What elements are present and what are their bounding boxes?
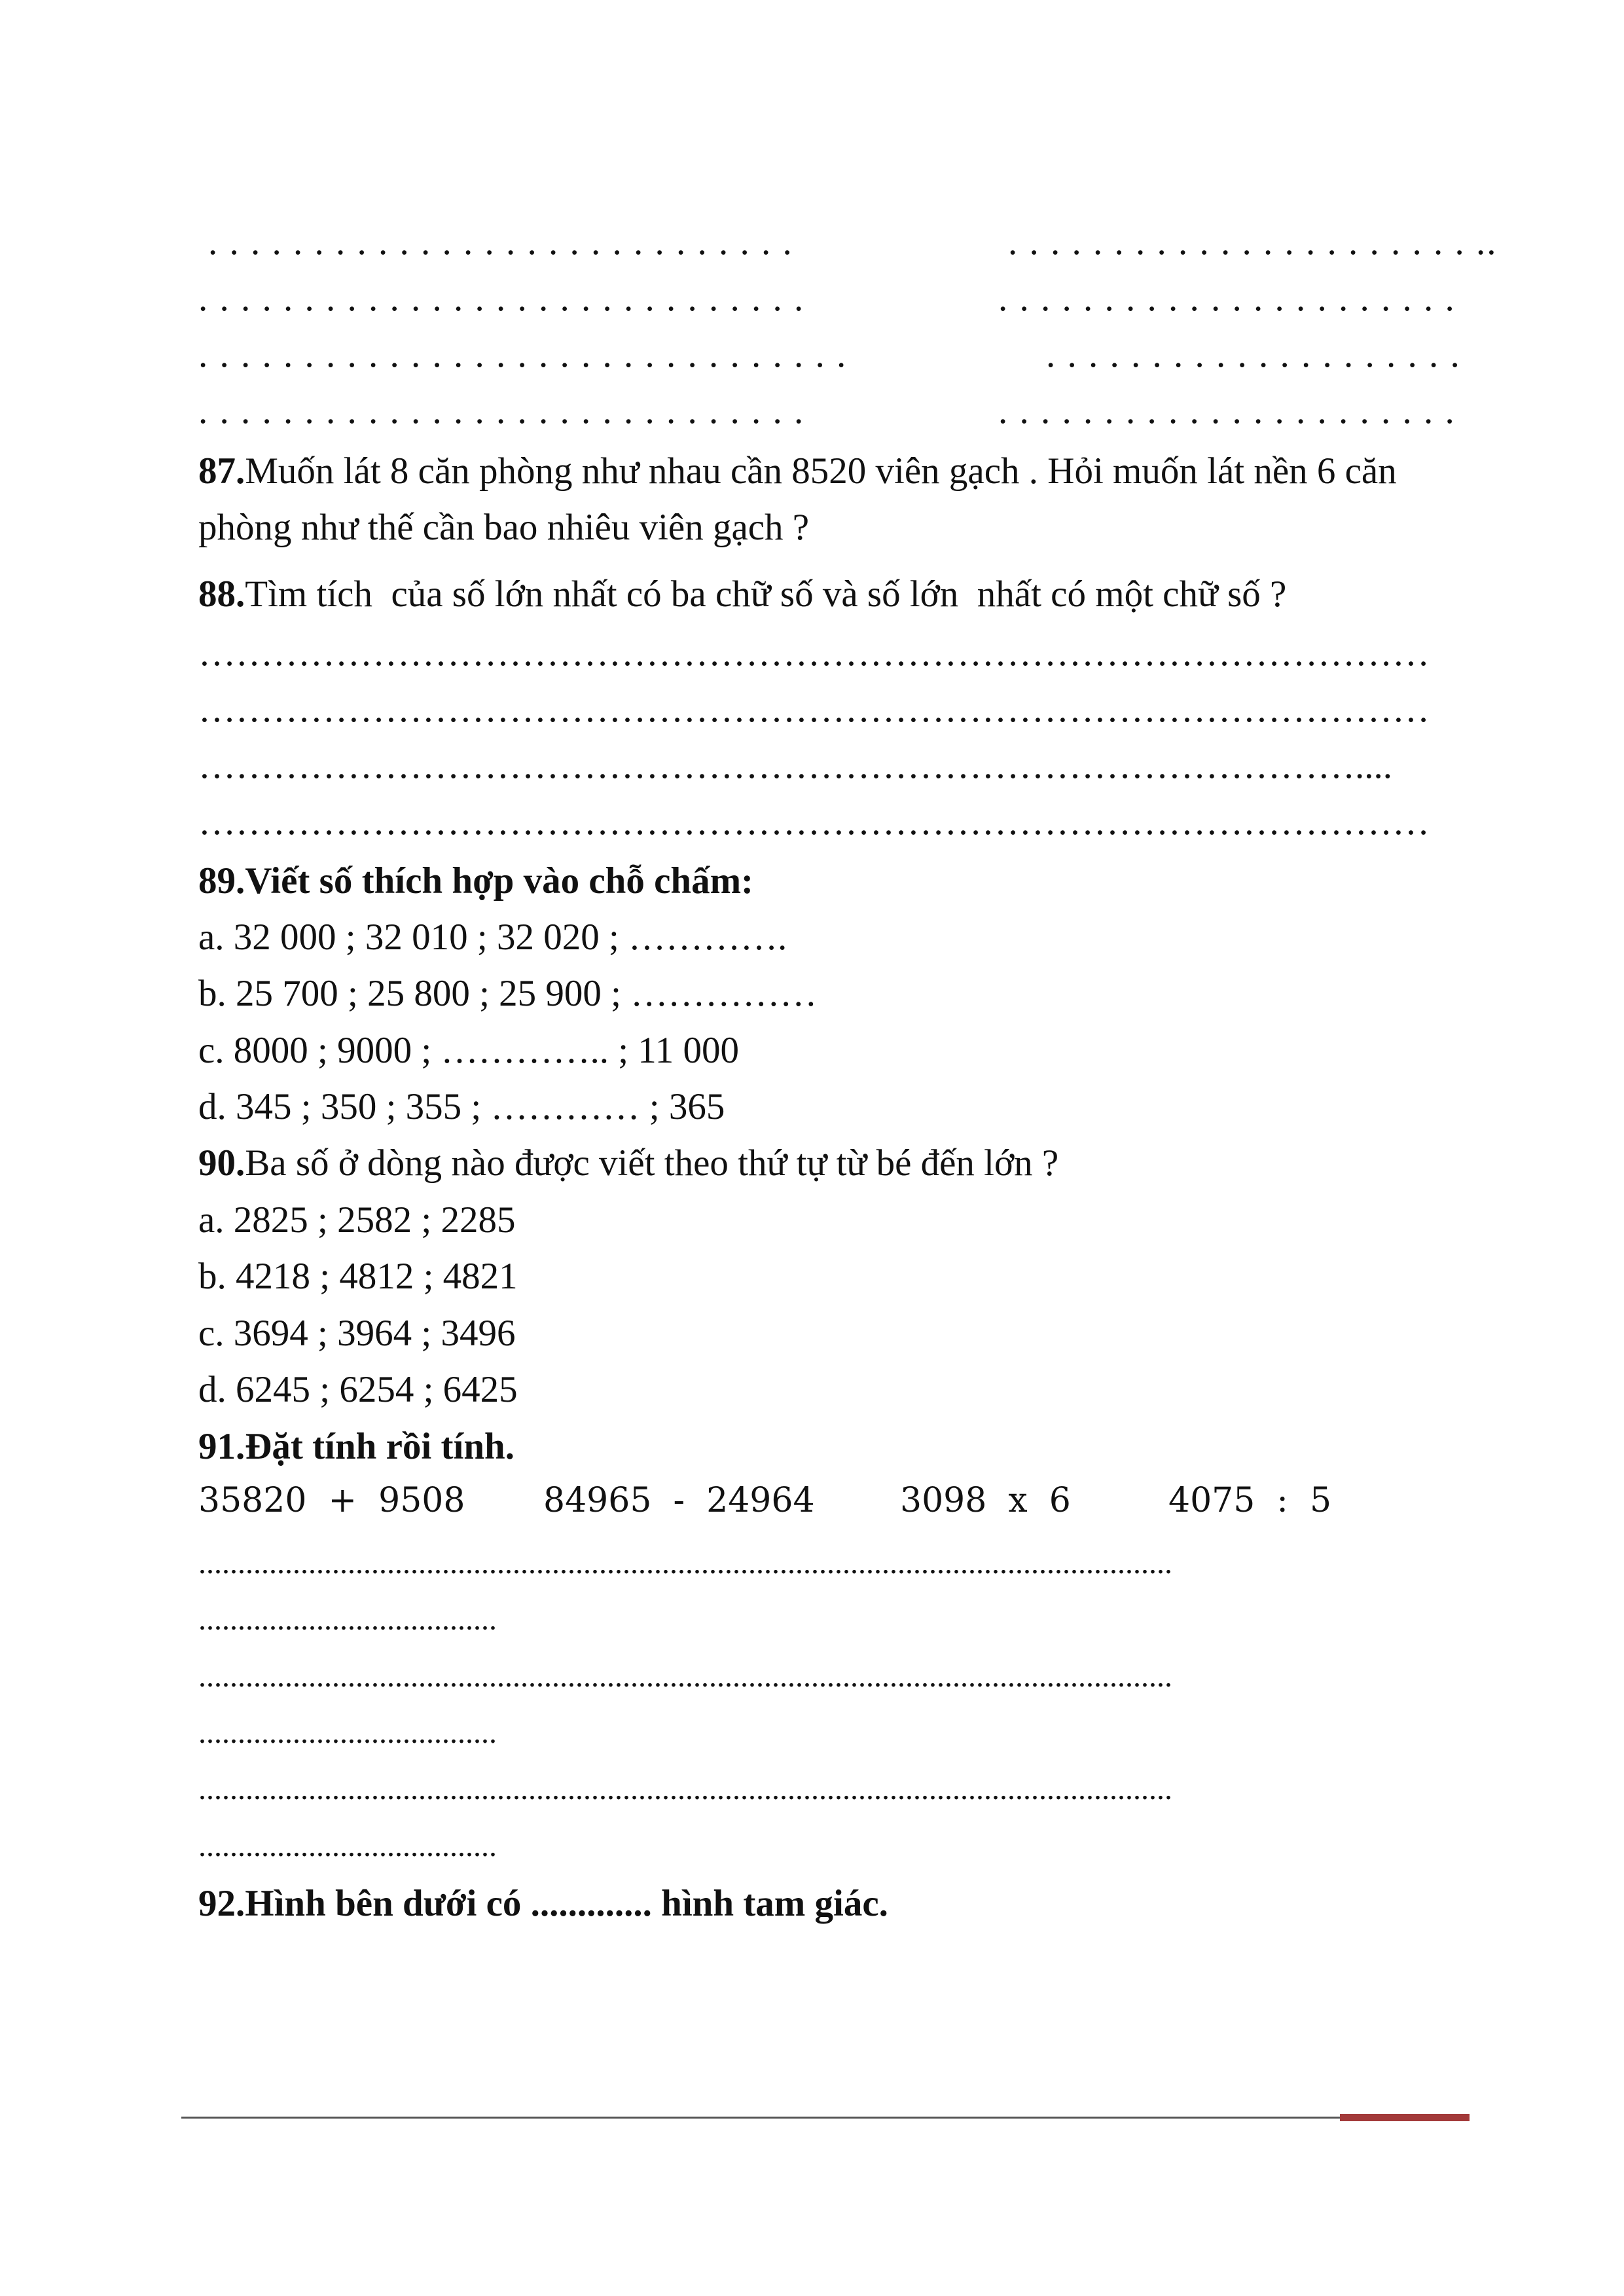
list-item: b. 4218 ; 4812 ; 4821 [198,1256,518,1297]
question-number: 87. [198,450,245,492]
dot-row-right: . . . . . . . . . . . . . . . . . . . . [1046,334,1461,375]
question-88 [198,571,1286,618]
answer-line: ...................................... [198,1829,497,1863]
list-item: a. 2825 ; 2582 ; 2285 [198,1199,516,1241]
question-text: Ba số ở dòng nào được viết theo thứ tự từ bé đến lớn ? [245,1142,1059,1184]
question-text: Muốn lát 8 căn phòng như nhau cần 8520 viên gạch . Hỏi muốn lát nền 6 căn [245,450,1397,492]
question-87 [198,448,1397,495]
list-item: a. 32 000 ; 32 010 ; 32 020 ; …………. [198,917,787,958]
question-title: 89.Viết số thích hợp vào chỗ chấm: [198,860,754,902]
question-92-title [198,1880,888,1927]
calc-expression: 3098 x 6 [900,1481,1071,1520]
question-title: 92.Hình bên dưới có [198,1883,531,1924]
footer-accent-bar [1340,2114,1470,2121]
answer-line: ............................................................................................................................ [198,1659,1172,1694]
list-item: d. 345 ; 350 ; 355 ; ………… ; 365 [198,1086,725,1127]
calc-expression: 4075 : 5 [1168,1481,1332,1520]
answer-line: ............................................................................................................................ [198,1546,1172,1580]
blank: ............. [530,1883,652,1924]
question-90 [198,1140,1058,1187]
dot-row-right: . . . . . . . . . . . . . . . . . . . . . . .. [1008,221,1498,263]
footer-rule [181,2117,1340,2119]
dot-row-left: . . . . . . . . . . . . . . . . . . . . . . . . . . . . [208,221,793,263]
question-89-title [198,858,753,905]
answer-line: ……………………………………………………………………………………… [198,632,1430,674]
dot-row-right: . . . . . . . . . . . . . . . . . . . . . . [998,278,1456,319]
calc-expression: 35820 + 9508 [198,1481,465,1520]
list-item: b. 25 700 ; 25 800 ; 25 900 ; …………… [198,973,818,1014]
question-number: 90. [198,1142,245,1184]
question-87-continued: phòng như thế cần bao nhiêu viên gạch ? [198,507,810,548]
dot-row-left: . . . . . . . . . . . . . . . . . . . . . . . . . . . . . [198,278,805,319]
answer-line: ...................................... [198,1602,497,1637]
question-number: 88. [198,574,245,615]
dot-row-right: . . . . . . . . . . . . . . . . . . . . . . [998,390,1456,431]
list-item: c. 3694 ; 3964 ; 3496 [198,1313,516,1354]
answer-line: ……………………………………………………………………………………… [198,801,1430,843]
question-title: 91.Đặt tính rồi tính. [198,1426,514,1467]
dot-row-left: . . . . . . . . . . . . . . . . . . . . . . . . . . . . . . . [198,334,848,375]
answer-line: ………………………………………………………………………………….... [198,745,1392,786]
answer-line: ...................................... [198,1715,497,1750]
list-item: c. 8000 ; 9000 ; ………….. ; 11 000 [198,1030,739,1071]
question-text: Tìm tích của số lớn nhất có ba chữ số và số lớn nhất có một chữ số ? [245,574,1287,615]
calc-expression: 84965 - 24964 [543,1481,815,1520]
list-item: d. 6245 ; 6254 ; 6425 [198,1369,518,1410]
answer-line: ……………………………………………………………………………………… [198,689,1430,730]
question-title-end: hình tam giác. [651,1883,888,1924]
answer-line: ............................................................................................................................ [198,1772,1172,1806]
question-91-title [198,1423,514,1470]
dot-row-left: . . . . . . . . . . . . . . . . . . . . . . . . . . . . . [198,390,805,431]
